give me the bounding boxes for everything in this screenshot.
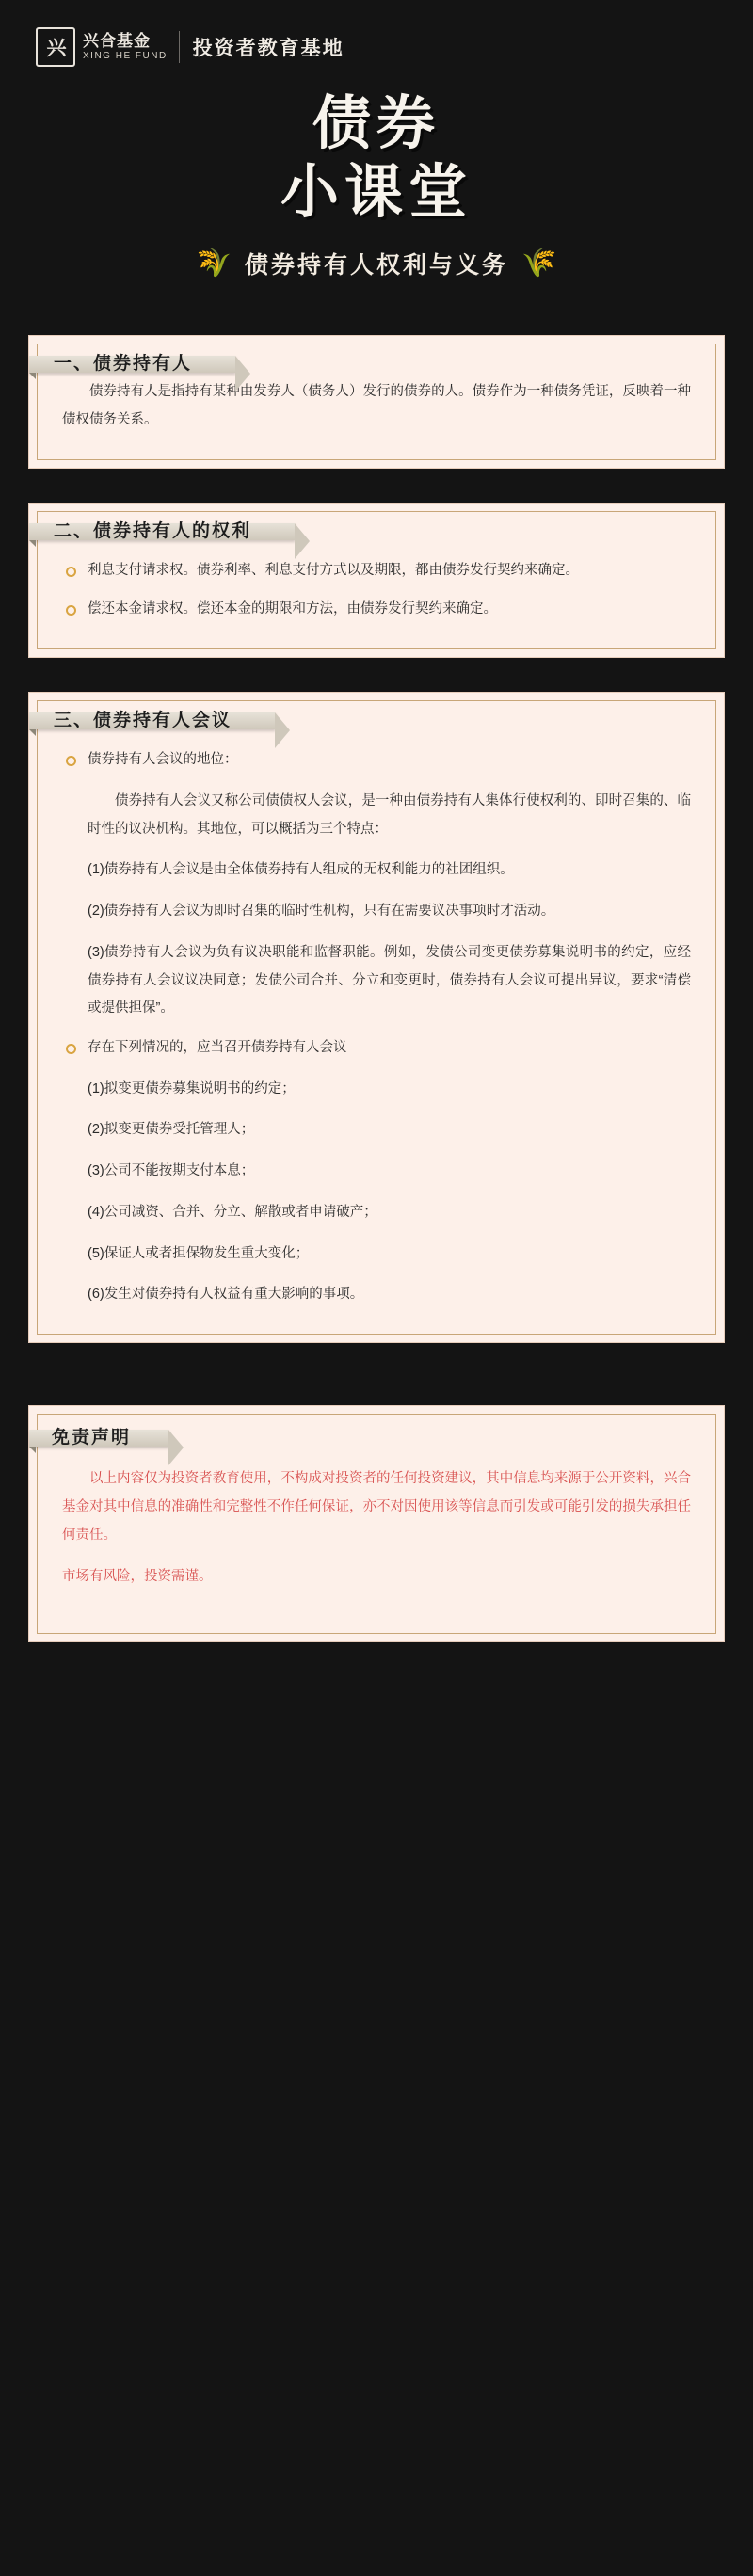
brand-divider: [179, 31, 180, 63]
circle-bullet-icon: [66, 756, 76, 766]
poster-title: [0, 88, 753, 226]
disclaimer-heading: 免责声明: [29, 1430, 168, 1447]
section-3-g1-p2: (1)债券持有人会议是由全体债券持有人组成的无权利能力的社团组织。: [88, 862, 514, 878]
section-card-1: [28, 335, 725, 468]
section-card-3-inner: [37, 700, 716, 1335]
disclaimer-card-inner: [37, 1414, 716, 1634]
section-3-g2-p6: (6)发生对债券持有人权益有重大影响的事项。: [88, 1287, 364, 1303]
section-3-g1-p3: (2)债券持有人会议为即时召集的临时性机构，只有在需要议决事项时才活动。: [88, 904, 555, 920]
subtitle-row: [0, 247, 753, 280]
section-2-bullet-2: 偿还本金请求权。偿还本金的期限和方法，由债券发行契约来确定。: [88, 601, 497, 617]
section-2-heading-wrap: [54, 520, 691, 546]
section-3-group-2-bullet: 存在下列情况的，应当召开债券持有人会议: [88, 1039, 347, 1055]
brand-bar: [0, 0, 753, 72]
section-1-paragraph: 债券持有人是指持有某种由发券人（债务人）发行的债券的人。债券作为一种债务凭证，反映着一种债权债务关系。: [62, 384, 691, 428]
section-3-g2-p4: (4)公司减资、合并、分立、解散或者申请破产；: [88, 1204, 377, 1220]
circle-bullet-icon: [66, 605, 76, 616]
list-item: [62, 746, 691, 775]
logo-company-name-en: XING HE FUND: [83, 51, 168, 62]
section-3-g1-p1: 债券持有人会议又称公司债债权人会议，是一种由债券持有人集体行使权利的、即时召集的、临时性的议决机构。其地位，可以概括为三个特点：: [88, 792, 691, 837]
section-3-heading: 三、债券持有人会议: [29, 712, 275, 729]
circle-bullet-icon: [66, 567, 76, 577]
disclaimer-heading-wrap: [52, 1427, 691, 1452]
section-1-heading-wrap: [54, 354, 691, 378]
section-3-g2-p3: (3)公司不能按期支付本息；: [88, 1163, 255, 1179]
disclaimer-card: [28, 1405, 725, 1642]
section-card-1-inner: [37, 344, 716, 459]
logo-mark-glyph: 兴: [46, 38, 65, 59]
section-3-group-1-bullet: 债券持有人会议的地位：: [88, 752, 238, 768]
wheat-icon: 🌾: [196, 248, 232, 280]
poster-title-line1: 债券: [312, 88, 441, 157]
poster-subtitle: 债券持有人权利与义务: [244, 252, 508, 280]
list-item: [62, 557, 691, 585]
logo-text-block: [83, 32, 168, 61]
section-2-heading: 二、债券持有人的权利: [29, 523, 295, 540]
section-card-2: [28, 503, 725, 658]
section-3-g2-p1: (1)拟变更债券募集说明书的约定；: [88, 1080, 296, 1096]
bottom-spacer: [0, 1642, 753, 1755]
section-2-bullet-1: 利息支付请求权。债券利率、利息支付方式以及期限，都由债券发行契约来确定。: [88, 562, 579, 578]
section-card-2-inner: [37, 511, 716, 649]
section-3-heading-wrap: [54, 711, 691, 735]
disclaimer-body: 以上内容仅为投资者教育使用，不构成对投资者的任何投资建议，其中信息均来源于公开资料，兴合基金对其中信息的准确性和完整性不作任何保证，亦不对因使用该等信息而引发或可能引发的损失承担任何责任。: [62, 1471, 691, 1543]
title-block: [0, 88, 753, 280]
fund-logo-icon: [36, 27, 75, 67]
section-3-g2-p5: (5)保证人或者担保物发生重大变化；: [88, 1245, 310, 1261]
section-card-3: [28, 692, 725, 1343]
logo-company-name-cn: 兴合基金: [83, 32, 151, 51]
circle-bullet-icon: [66, 1044, 76, 1054]
section-1-heading: 一、债券持有人: [29, 356, 235, 373]
brand-subtitle: 投资者教育基地: [192, 38, 344, 59]
section-3-g1-p4: (3)债券持有人会议为负有议决职能和监督职能。例如，发债公司变更债券募集说明书的约定，应经债券持有人会议议决同意；发债公司合并、分立和变更时，债券持有人会议可提出异议，要求“清偿或提供担保”。: [88, 944, 691, 1016]
disclaimer-body-2: 市场有风险，投资需谨。: [62, 1569, 213, 1585]
poster-title-line2: 小课堂: [280, 157, 473, 227]
wheat-icon: 🌾: [521, 248, 557, 280]
list-item: [62, 596, 691, 624]
list-item: [62, 1034, 691, 1063]
section-3-g2-p2: (2)拟变更债券受托管理人；: [88, 1122, 255, 1138]
